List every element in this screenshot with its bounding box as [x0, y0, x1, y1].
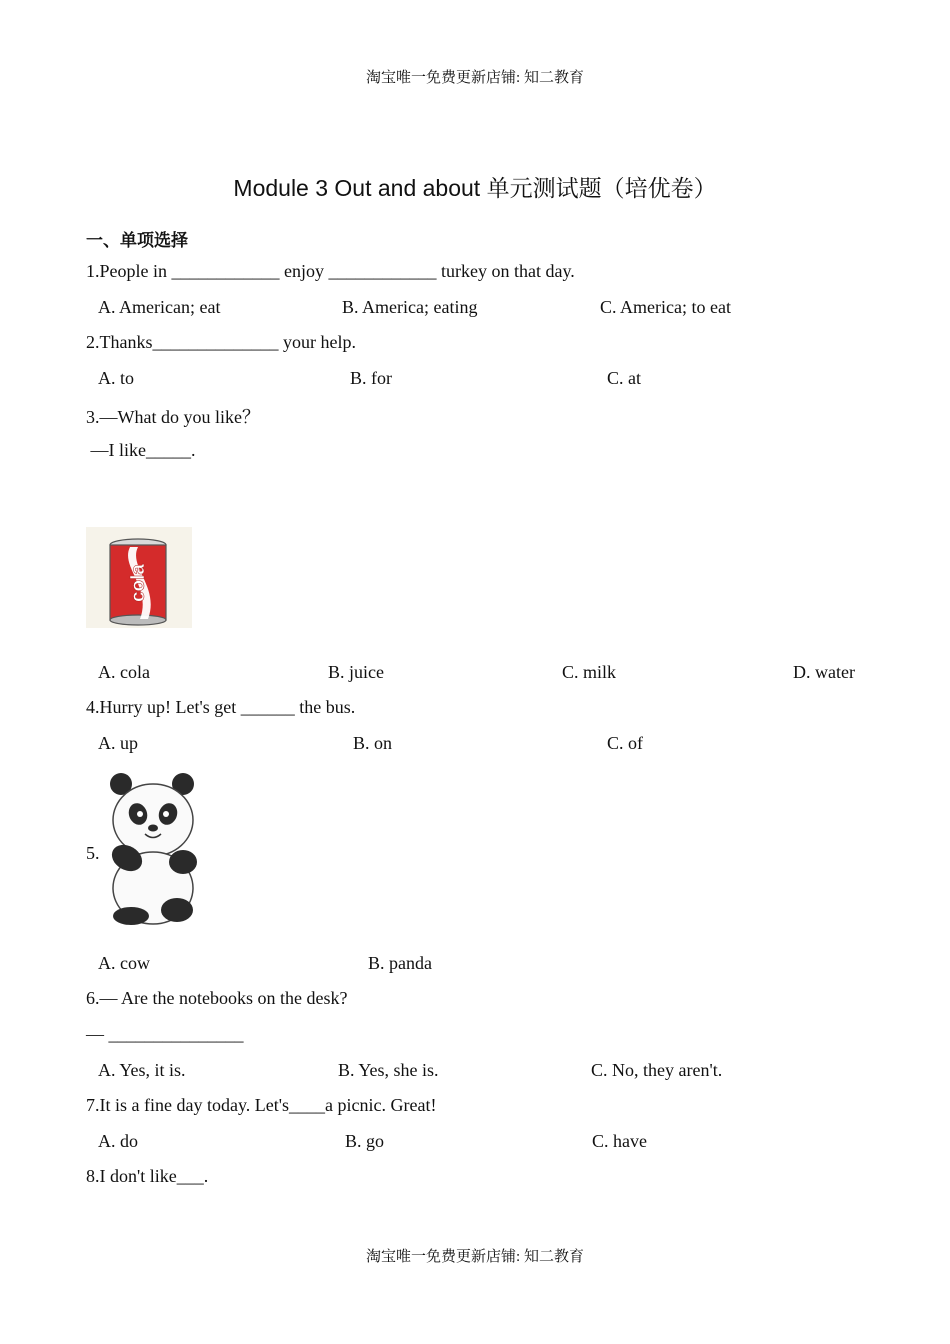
question-6-option-c[interactable]: C. No, they aren't. — [591, 1060, 723, 1080]
page-footer: 淘宝唯一免费更新店铺: 知二教育 — [366, 1249, 584, 1265]
question-1-stem: 1.People in ____________ enjoy ____________ turkey on that day. — [86, 261, 575, 281]
question-6-answer-line: — _______________ — [86, 1024, 244, 1044]
question-7-option-a[interactable]: A. do — [98, 1131, 138, 1151]
question-2-option-b[interactable]: B. for — [350, 368, 392, 388]
question-2-stem: 2.Thanks______________ your help. — [86, 332, 356, 352]
question-8-stem: 8.I don't like___. — [86, 1166, 209, 1186]
question-3-answer-line: —I like_____. — [86, 440, 196, 460]
question-4-option-b[interactable]: B. on — [353, 733, 393, 753]
question-3-option-d[interactable]: D. water — [793, 662, 855, 682]
question-4-option-a[interactable]: A. up — [98, 733, 138, 753]
svg-text:cola: cola — [128, 563, 149, 603]
question-5-option-a[interactable]: A. cow — [98, 953, 150, 973]
page-title: Module 3 Out and about 单元测试题（培优卷） — [233, 175, 717, 201]
question-1-option-c[interactable]: C. America; to eat — [600, 297, 731, 317]
question-1-option-a[interactable]: A. American; eat — [98, 297, 221, 317]
question-3-option-b[interactable]: B. juice — [328, 662, 384, 682]
question-4-option-c[interactable]: C. of — [607, 733, 643, 753]
question-5-stem: 5. — [86, 843, 100, 863]
cola-can-image — [86, 527, 192, 628]
question-6-option-a[interactable]: A. Yes, it is. — [98, 1060, 186, 1080]
question-2-option-a[interactable]: A. to — [98, 368, 134, 388]
question-3-stem: 3.—What do you like？ — [86, 407, 260, 427]
question-3-option-a[interactable]: A. cola — [98, 662, 150, 682]
question-5-option-b[interactable]: B. panda — [368, 953, 432, 973]
question-7-option-b[interactable]: B. go — [345, 1131, 385, 1151]
question-6-stem: 6.— Are the notebooks on the desk? — [86, 988, 348, 1008]
question-3-option-c[interactable]: C. milk — [562, 662, 617, 682]
question-6-option-b[interactable]: B. Yes, she is. — [338, 1060, 439, 1080]
panda-image — [103, 770, 203, 928]
question-2-option-c[interactable]: C. at — [607, 368, 641, 388]
question-7-option-c[interactable]: C. have — [592, 1131, 647, 1151]
section-heading: 一、单项选择 — [86, 231, 188, 251]
page-header: 淘宝唯一免费更新店铺: 知二教育 — [366, 70, 584, 86]
panda-icon — [103, 770, 203, 928]
question-1-option-b[interactable]: B. America; eating — [342, 297, 478, 317]
question-7-stem: 7.It is a fine day today. Let's____a picnic. Great! — [86, 1095, 437, 1115]
question-4-stem: 4.Hurry up! Let's get ______ the bus. — [86, 697, 356, 717]
cola-can-icon — [86, 527, 192, 628]
